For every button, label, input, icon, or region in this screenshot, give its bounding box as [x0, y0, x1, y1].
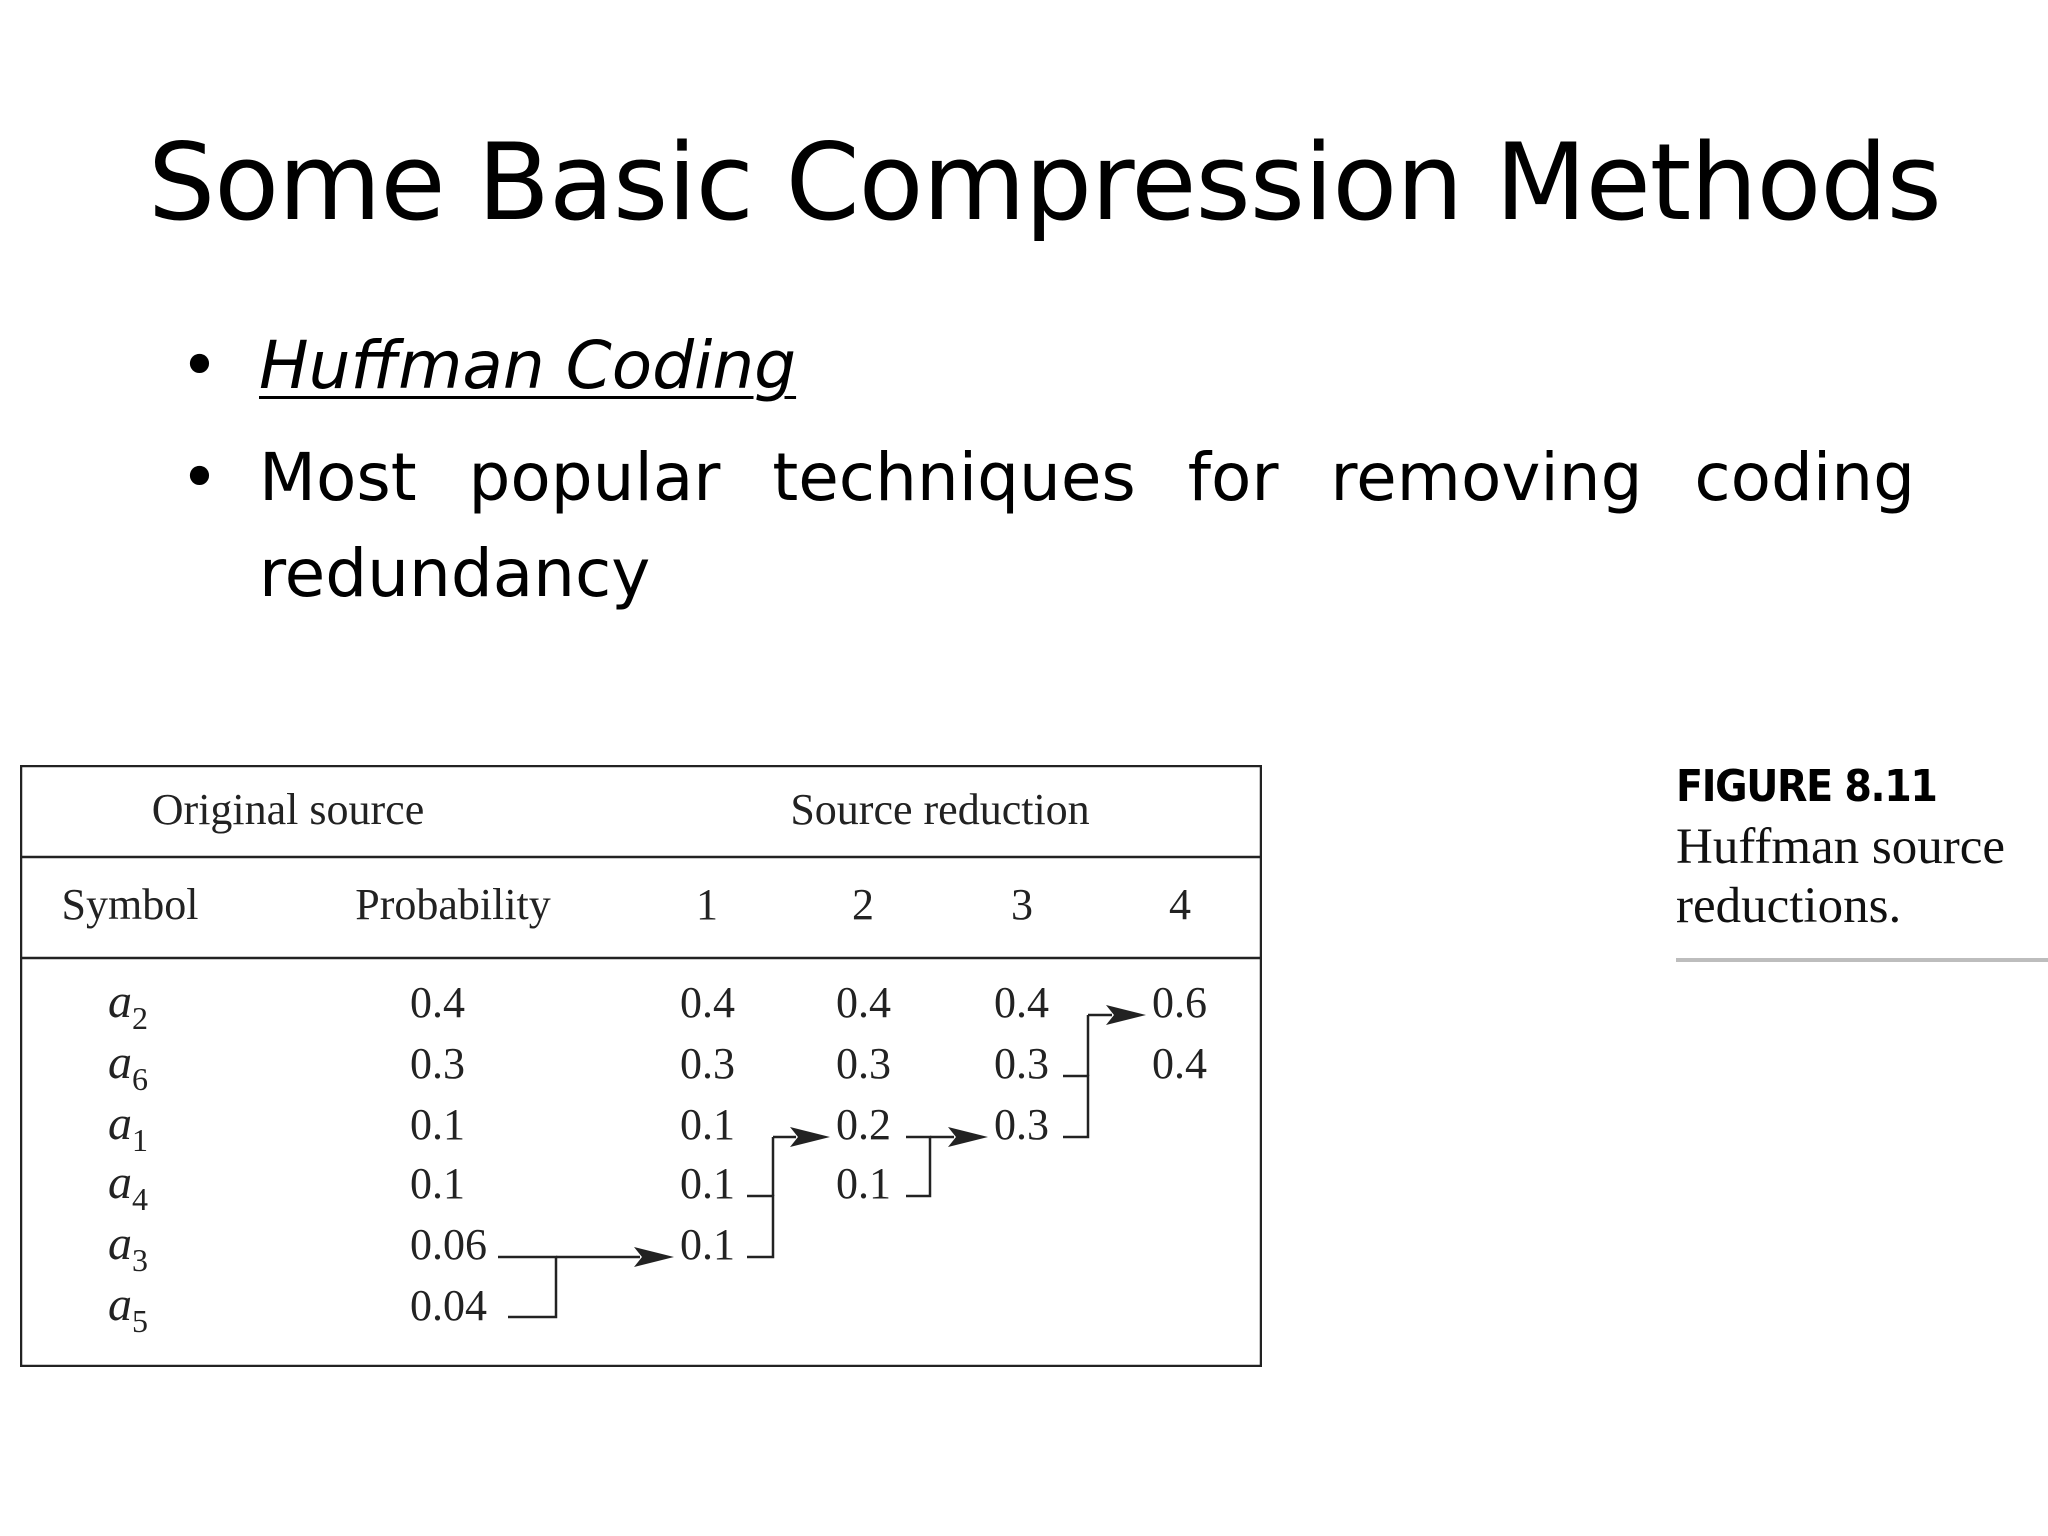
reduction-2-value: 0.1: [836, 1159, 891, 1208]
symbol-a5: $a_5$: [108, 1278, 148, 1339]
reduction-2-value: 0.4: [836, 978, 891, 1027]
probability-value: 0.4: [410, 978, 465, 1027]
huffman-coding-heading: Huffman Coding: [259, 327, 797, 404]
probability-value: 0.1: [410, 1100, 465, 1149]
reduction-2-value: 0.3: [836, 1039, 891, 1088]
reduction-3-value: 0.3: [994, 1100, 1049, 1149]
bullet-huffman-coding: [180, 318, 1915, 414]
symbol-a2: $a_2$: [108, 975, 148, 1036]
figure-caption-text: Huffman source reductions.: [1676, 819, 2006, 934]
reduction-1-value: 0.3: [680, 1039, 735, 1088]
slide-title: Some Basic Compression Methods: [148, 121, 1941, 244]
figure-caption: [1676, 756, 2048, 962]
column-reduction-3: 3: [1011, 880, 1033, 929]
reduction-3-value: 0.4: [994, 978, 1049, 1027]
huffman-table: [20, 765, 1262, 1367]
probability-value: 0.04: [410, 1281, 487, 1330]
symbol-a1: $a_1$: [108, 1097, 148, 1158]
merge-connector-reduction-3: [1063, 1076, 1088, 1137]
bullet-description: • Most popular techniques for removing coding redundancy: [180, 430, 1915, 622]
column-reduction-1: 1: [696, 880, 718, 929]
reduction-2-value: 0.2: [836, 1100, 891, 1149]
bullet-list: [180, 318, 1915, 622]
reduction-1-value: 0.1: [680, 1100, 735, 1149]
probability-value: 0.06: [410, 1220, 487, 1269]
merge-connector-reduction-2: [906, 1137, 930, 1196]
huffman-figure: [20, 765, 1262, 1367]
column-reduction-2: 2: [852, 880, 874, 929]
reduction-1-value: 0.1: [680, 1159, 735, 1208]
column-probability: Probability: [355, 880, 551, 929]
symbol-a6: $a_6$: [108, 1036, 148, 1097]
symbol-a3: $a_3$: [108, 1217, 148, 1278]
reduction-4-value: 0.6: [1152, 978, 1207, 1027]
reduction-1-value: 0.4: [680, 978, 735, 1027]
merge-connector-reduction-1: [747, 1196, 773, 1257]
merge-connector-original: [498, 1257, 556, 1317]
header-original-source: Original source: [151, 785, 425, 834]
reduction-1-value: 0.1: [680, 1220, 735, 1269]
column-reduction-4: 4: [1169, 880, 1191, 929]
probability-value: 0.3: [410, 1039, 465, 1088]
reduction-3-value: 0.3: [994, 1039, 1049, 1088]
column-symbol: Symbol: [61, 880, 199, 929]
symbol-a4: $a_4$: [108, 1156, 148, 1217]
reduction-4-value: 0.4: [1152, 1039, 1207, 1088]
probability-value: 0.1: [410, 1159, 465, 1208]
figure-label: FIGURE 8.11: [1676, 761, 1937, 812]
header-source-reduction: Source reduction: [790, 785, 1090, 834]
